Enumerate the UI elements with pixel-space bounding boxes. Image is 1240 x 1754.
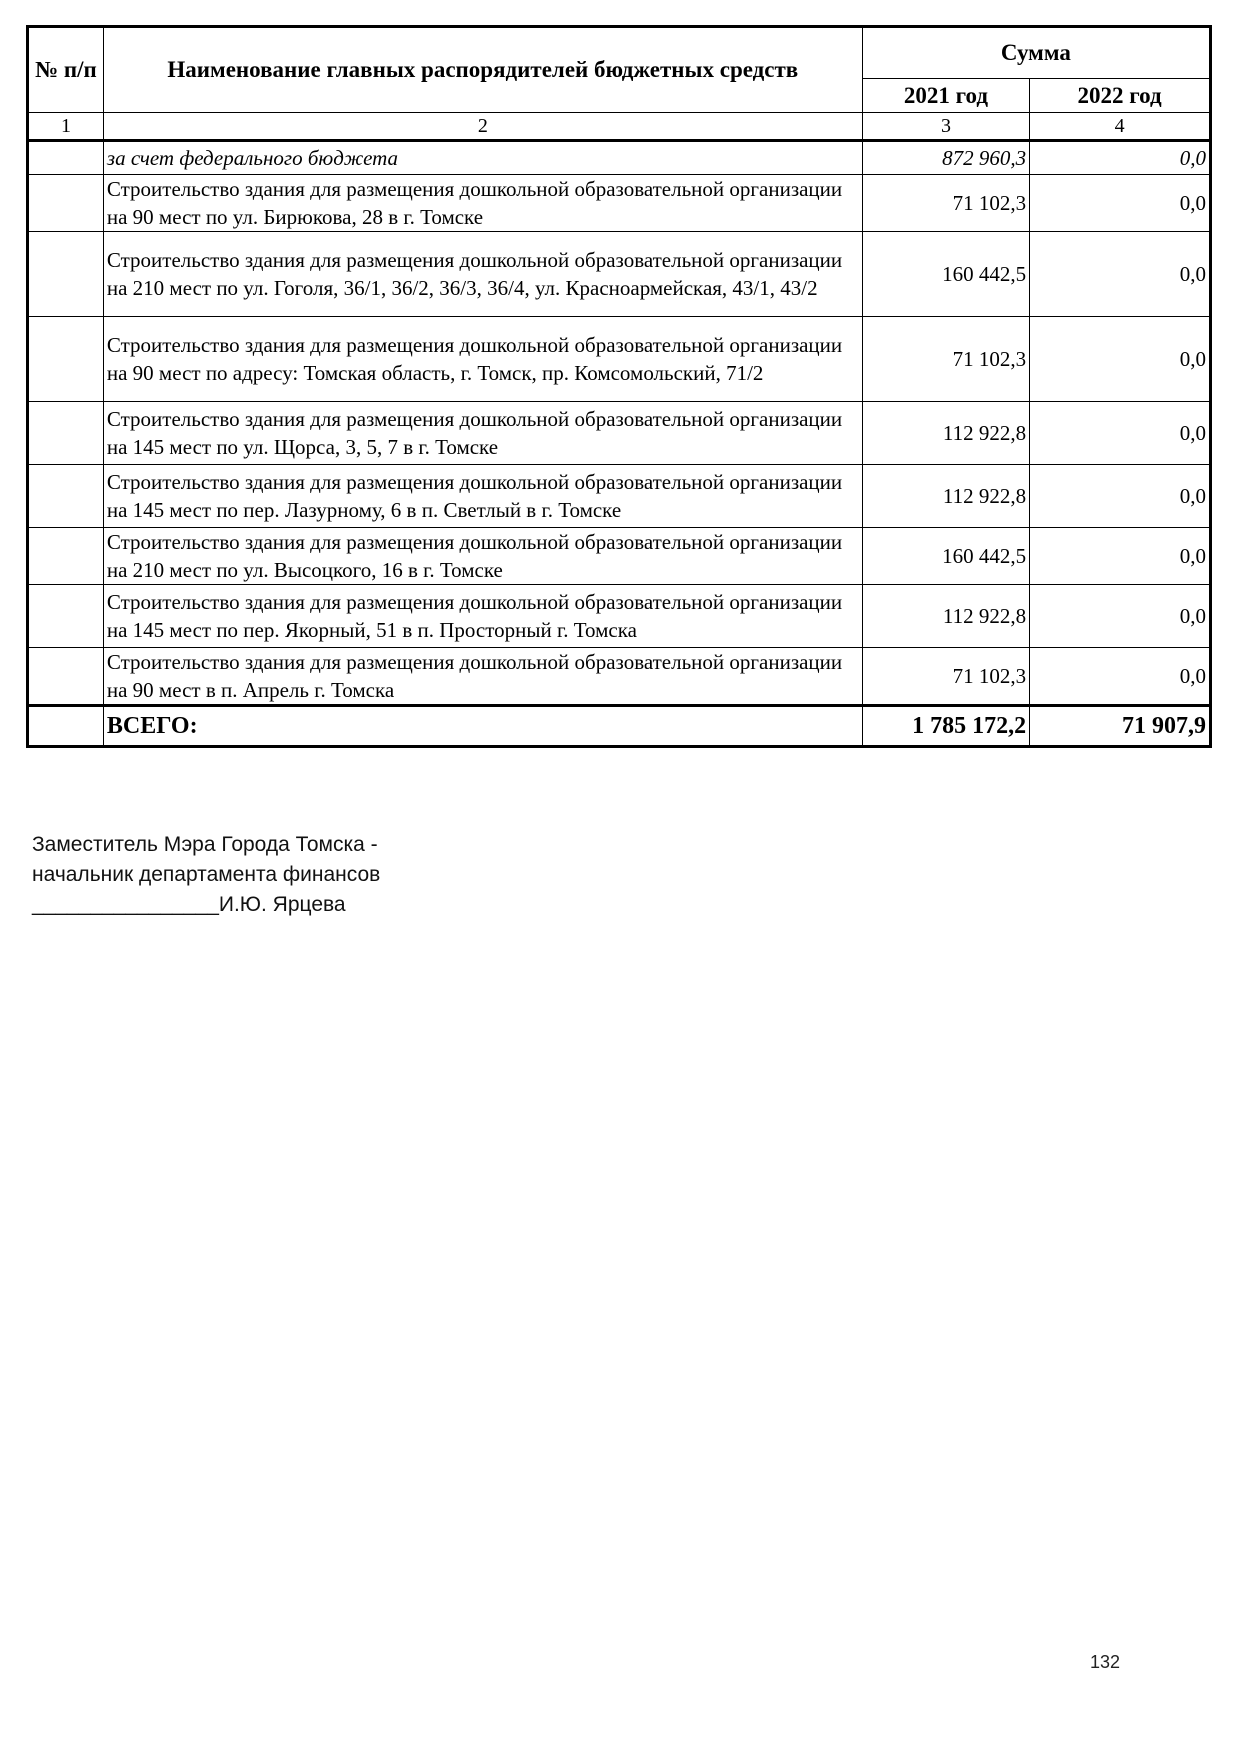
row-amount-2021: 71 102,3 (862, 648, 1029, 706)
table-row (28, 232, 1211, 317)
signature-title-line-1: Заместитель Мэра Города Томска - (32, 833, 378, 856)
table-row (28, 175, 1211, 232)
federal-amount-2022: 0,0 (1030, 141, 1211, 175)
row-amount-2022: 0,0 (1030, 465, 1211, 528)
row-amount-2021: 71 102,3 (862, 317, 1029, 402)
federal-budget-row (28, 141, 1211, 175)
row-number-cell (28, 706, 104, 747)
row-amount-2021: 160 442,5 (862, 528, 1029, 585)
row-amount-2022: 0,0 (1030, 402, 1211, 465)
header-number: № п/п (28, 27, 104, 113)
row-name: Строительство здания для размещения дошкольной образовательной организации на 210 мест по ул. Гоголя, 36/1, 36/2, 36/3, 36/4, ул. Красноармейская, 43/1, 43/2 (103, 232, 862, 317)
row-amount-2022: 0,0 (1030, 232, 1211, 317)
table-row (28, 648, 1211, 706)
budget-table (26, 25, 1212, 748)
row-amount-2021: 71 102,3 (862, 175, 1029, 232)
total-amount-2021: 1 785 172,2 (862, 706, 1029, 747)
table-row (28, 317, 1211, 402)
table-row (28, 465, 1211, 528)
row-name: Строительство здания для размещения дошкольной образовательной организации на 145 мест по пер. Якорный, 51 в п. Просторный г. Томска (103, 585, 862, 648)
row-number-cell (28, 585, 104, 648)
row-amount-2021: 112 922,8 (862, 585, 1029, 648)
table-row (28, 585, 1211, 648)
header-name: Наименование главных распорядителей бюджетных средств (103, 27, 862, 113)
row-name: Строительство здания для размещения дошкольной образовательной организации на 90 мест по ул. Бирюкова, 28 в г. Томске (103, 175, 862, 232)
header-year-2021: 2021 год (862, 79, 1029, 113)
page-number: 132 (1090, 1652, 1121, 1672)
row-amount-2022: 0,0 (1030, 648, 1211, 706)
header-year-2022: 2022 год (1030, 79, 1211, 113)
row-number-cell (28, 402, 104, 465)
column-number: 2 (103, 113, 862, 141)
total-amount-2022: 71 907,9 (1030, 706, 1211, 747)
row-number-cell (28, 465, 104, 528)
row-number-cell (28, 175, 104, 232)
row-amount-2021: 112 922,8 (862, 465, 1029, 528)
header-sum: Сумма (862, 27, 1210, 79)
column-numbers-row (28, 113, 1211, 141)
row-number-cell (28, 528, 104, 585)
column-number: 4 (1030, 113, 1211, 141)
row-number-cell (28, 232, 104, 317)
table-row (28, 402, 1211, 465)
row-amount-2022: 0,0 (1030, 585, 1211, 648)
signature-name-line: ________________И.Ю. Ярцева (32, 893, 346, 916)
row-amount-2022: 0,0 (1030, 175, 1211, 232)
row-number-cell (28, 648, 104, 706)
row-amount-2021: 112 922,8 (862, 402, 1029, 465)
row-name: Строительство здания для размещения дошкольной образовательной организации на 90 мест по адресу: Томская область, г. Томск, пр. Комсомольский, 71/2 (103, 317, 862, 402)
signature-title-line-2: начальник департамента финансов (32, 863, 381, 886)
row-amount-2022: 0,0 (1030, 528, 1211, 585)
row-amount-2022: 0,0 (1030, 317, 1211, 402)
row-name: Строительство здания для размещения дошкольной образовательной организации на 145 мест по ул. Щорса, 3, 5, 7 в г. Томске (103, 402, 862, 465)
federal-budget-label: за счет федерального бюджета (103, 141, 862, 175)
total-label: ВСЕГО: (103, 706, 862, 747)
column-number: 1 (28, 113, 104, 141)
row-number-cell (28, 141, 104, 175)
total-row (28, 706, 1211, 747)
row-amount-2021: 160 442,5 (862, 232, 1029, 317)
row-name: Строительство здания для размещения дошкольной образовательной организации на 90 мест в п. Апрель г. Томска (103, 648, 862, 706)
row-name: Строительство здания для размещения дошкольной образовательной организации на 145 мест по пер. Лазурному, 6 в п. Светлый в г. Томске (103, 465, 862, 528)
row-name: Строительство здания для размещения дошкольной образовательной организации на 210 мест по ул. Высоцкого, 16 в г. Томске (103, 528, 862, 585)
federal-amount-2021: 872 960,3 (862, 141, 1029, 175)
table-row (28, 528, 1211, 585)
column-number: 3 (862, 113, 1029, 141)
signature-block (32, 830, 380, 920)
row-number-cell (28, 317, 104, 402)
